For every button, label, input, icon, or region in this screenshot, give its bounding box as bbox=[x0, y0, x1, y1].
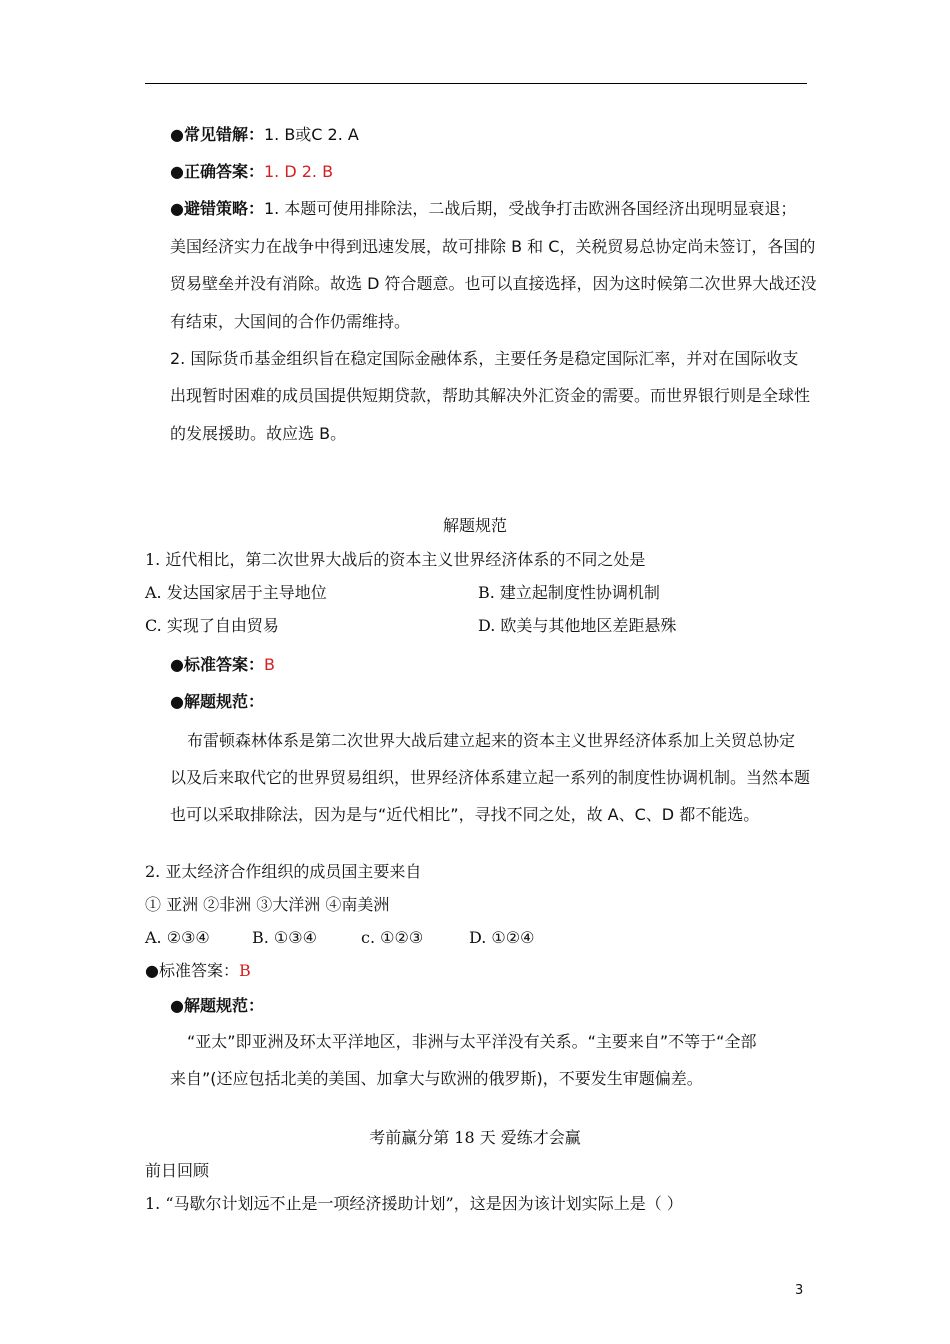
q1-option-d: D. 欧美与其他地区差距悬殊 bbox=[478, 616, 677, 635]
q1-explain-label: ●解题规范： bbox=[170, 692, 264, 711]
q1-explain-1: 布雷顿森林体系是第二次世界大战后建立起来的资本主义世界经济体系加上关贸总协定 bbox=[187, 731, 796, 750]
q1-explain-2: 以及后来取代它的世界贸易组织，世界经济体系建立起一系列的制度性协调机制。当然本题 bbox=[170, 768, 811, 787]
q1-answer-label: ●标准答案： bbox=[170, 655, 264, 674]
strategy-text-6: 出现暂时困难的成员国提供短期贷款，帮助其解决外汇资金的需要。而世界银行则是全球性 bbox=[170, 386, 811, 405]
next-question: 1. “马歇尔计划远不止是一项经济援助计划”，这是因为该计划实际上是（ ） bbox=[145, 1194, 683, 1213]
q2-option-a: A. ②③④ bbox=[145, 928, 210, 947]
common-mistake-line bbox=[170, 125, 359, 145]
q2-explain-2: 来自”(还应包括北美的美国、加拿大与欧洲的俄罗斯)，不要发生审题偏差。 bbox=[170, 1069, 703, 1088]
q1-answer-line bbox=[170, 655, 275, 675]
common-mistake-value: 1. B或C 2. A bbox=[263, 125, 359, 144]
q1-explain-3: 也可以采取排除法，因为是与“近代相比”，寻找不同之处，故 A、C、D 都不能选。 bbox=[170, 805, 760, 824]
q1-option-c: C. 实现了自由贸易 bbox=[145, 616, 279, 635]
q2-explain-label: ●解题规范： bbox=[170, 996, 264, 1015]
day-title: 考前赢分第 18 天 爱练才会赢 bbox=[369, 1128, 581, 1147]
strategy-text-1: 1. 本题可使用排除法，二战后期，受战争打击欧洲各国经济出现明显衰退； bbox=[263, 199, 797, 218]
q1-option-b: B. 建立起制度性协调机制 bbox=[478, 583, 660, 602]
q2-answer-value: B bbox=[238, 961, 251, 980]
q1-option-a: A. 发达国家居于主导地位 bbox=[145, 583, 327, 602]
page-number: 3 bbox=[795, 1283, 804, 1298]
correct-answer-label: ●正确答案： bbox=[170, 162, 264, 181]
section-title: 解题规范 bbox=[442, 516, 507, 535]
q2-answer-line bbox=[145, 961, 251, 981]
q2-items: ① 亚洲 ②非洲 ③大洋洲 ④南美洲 bbox=[145, 895, 390, 914]
q1-answer-value: B bbox=[263, 655, 275, 674]
q2-option-c: c. ①②③ bbox=[361, 928, 424, 947]
review-label: 前日回顾 bbox=[145, 1161, 210, 1180]
strategy-text-5: 2. 国际货币基金组织旨在稳定国际金融体系，主要任务是稳定国际汇率，并对在国际收支 bbox=[170, 349, 799, 368]
common-mistake-label: ●常见错解： bbox=[170, 125, 264, 144]
strategy-text-4: 有结束，大国间的合作仍需维持。 bbox=[170, 312, 411, 331]
q2-explain-1: “亚太”即亚洲及环太平洋地区，非洲与太平洋没有关系。“主要来自”不等于“全部 bbox=[187, 1032, 757, 1051]
header-rule bbox=[145, 83, 807, 84]
correct-answer-value: 1. D 2. B bbox=[263, 162, 334, 181]
strategy-text-3: 贸易壁垒并没有消除。故选 D 符合题意。也可以直接选择，因为这时候第二次世界大战还没 bbox=[170, 274, 817, 293]
q2-option-b: B. ①③④ bbox=[252, 928, 317, 947]
q2-stem: 2. 亚太经济合作组织的成员国主要来自 bbox=[145, 862, 422, 881]
q2-answer-label: ●标准答案： bbox=[145, 961, 239, 980]
q1-stem: 1. 近代相比，第二次世界大战后的资本主义世界经济体系的不同之处是 bbox=[145, 550, 646, 569]
strategy-text-2: 美国经济实力在战争中得到迅速发展，故可排除 B 和 C，关税贸易总协定尚未签订，各国的 bbox=[170, 237, 816, 256]
q2-option-d: D. ①②④ bbox=[469, 928, 535, 947]
strategy-label: ●避错策略： bbox=[170, 199, 264, 218]
strategy-text-7: 的发展援助。故应选 B。 bbox=[170, 424, 347, 443]
correct-answer-line bbox=[170, 162, 333, 182]
strategy-line-1 bbox=[170, 199, 796, 219]
